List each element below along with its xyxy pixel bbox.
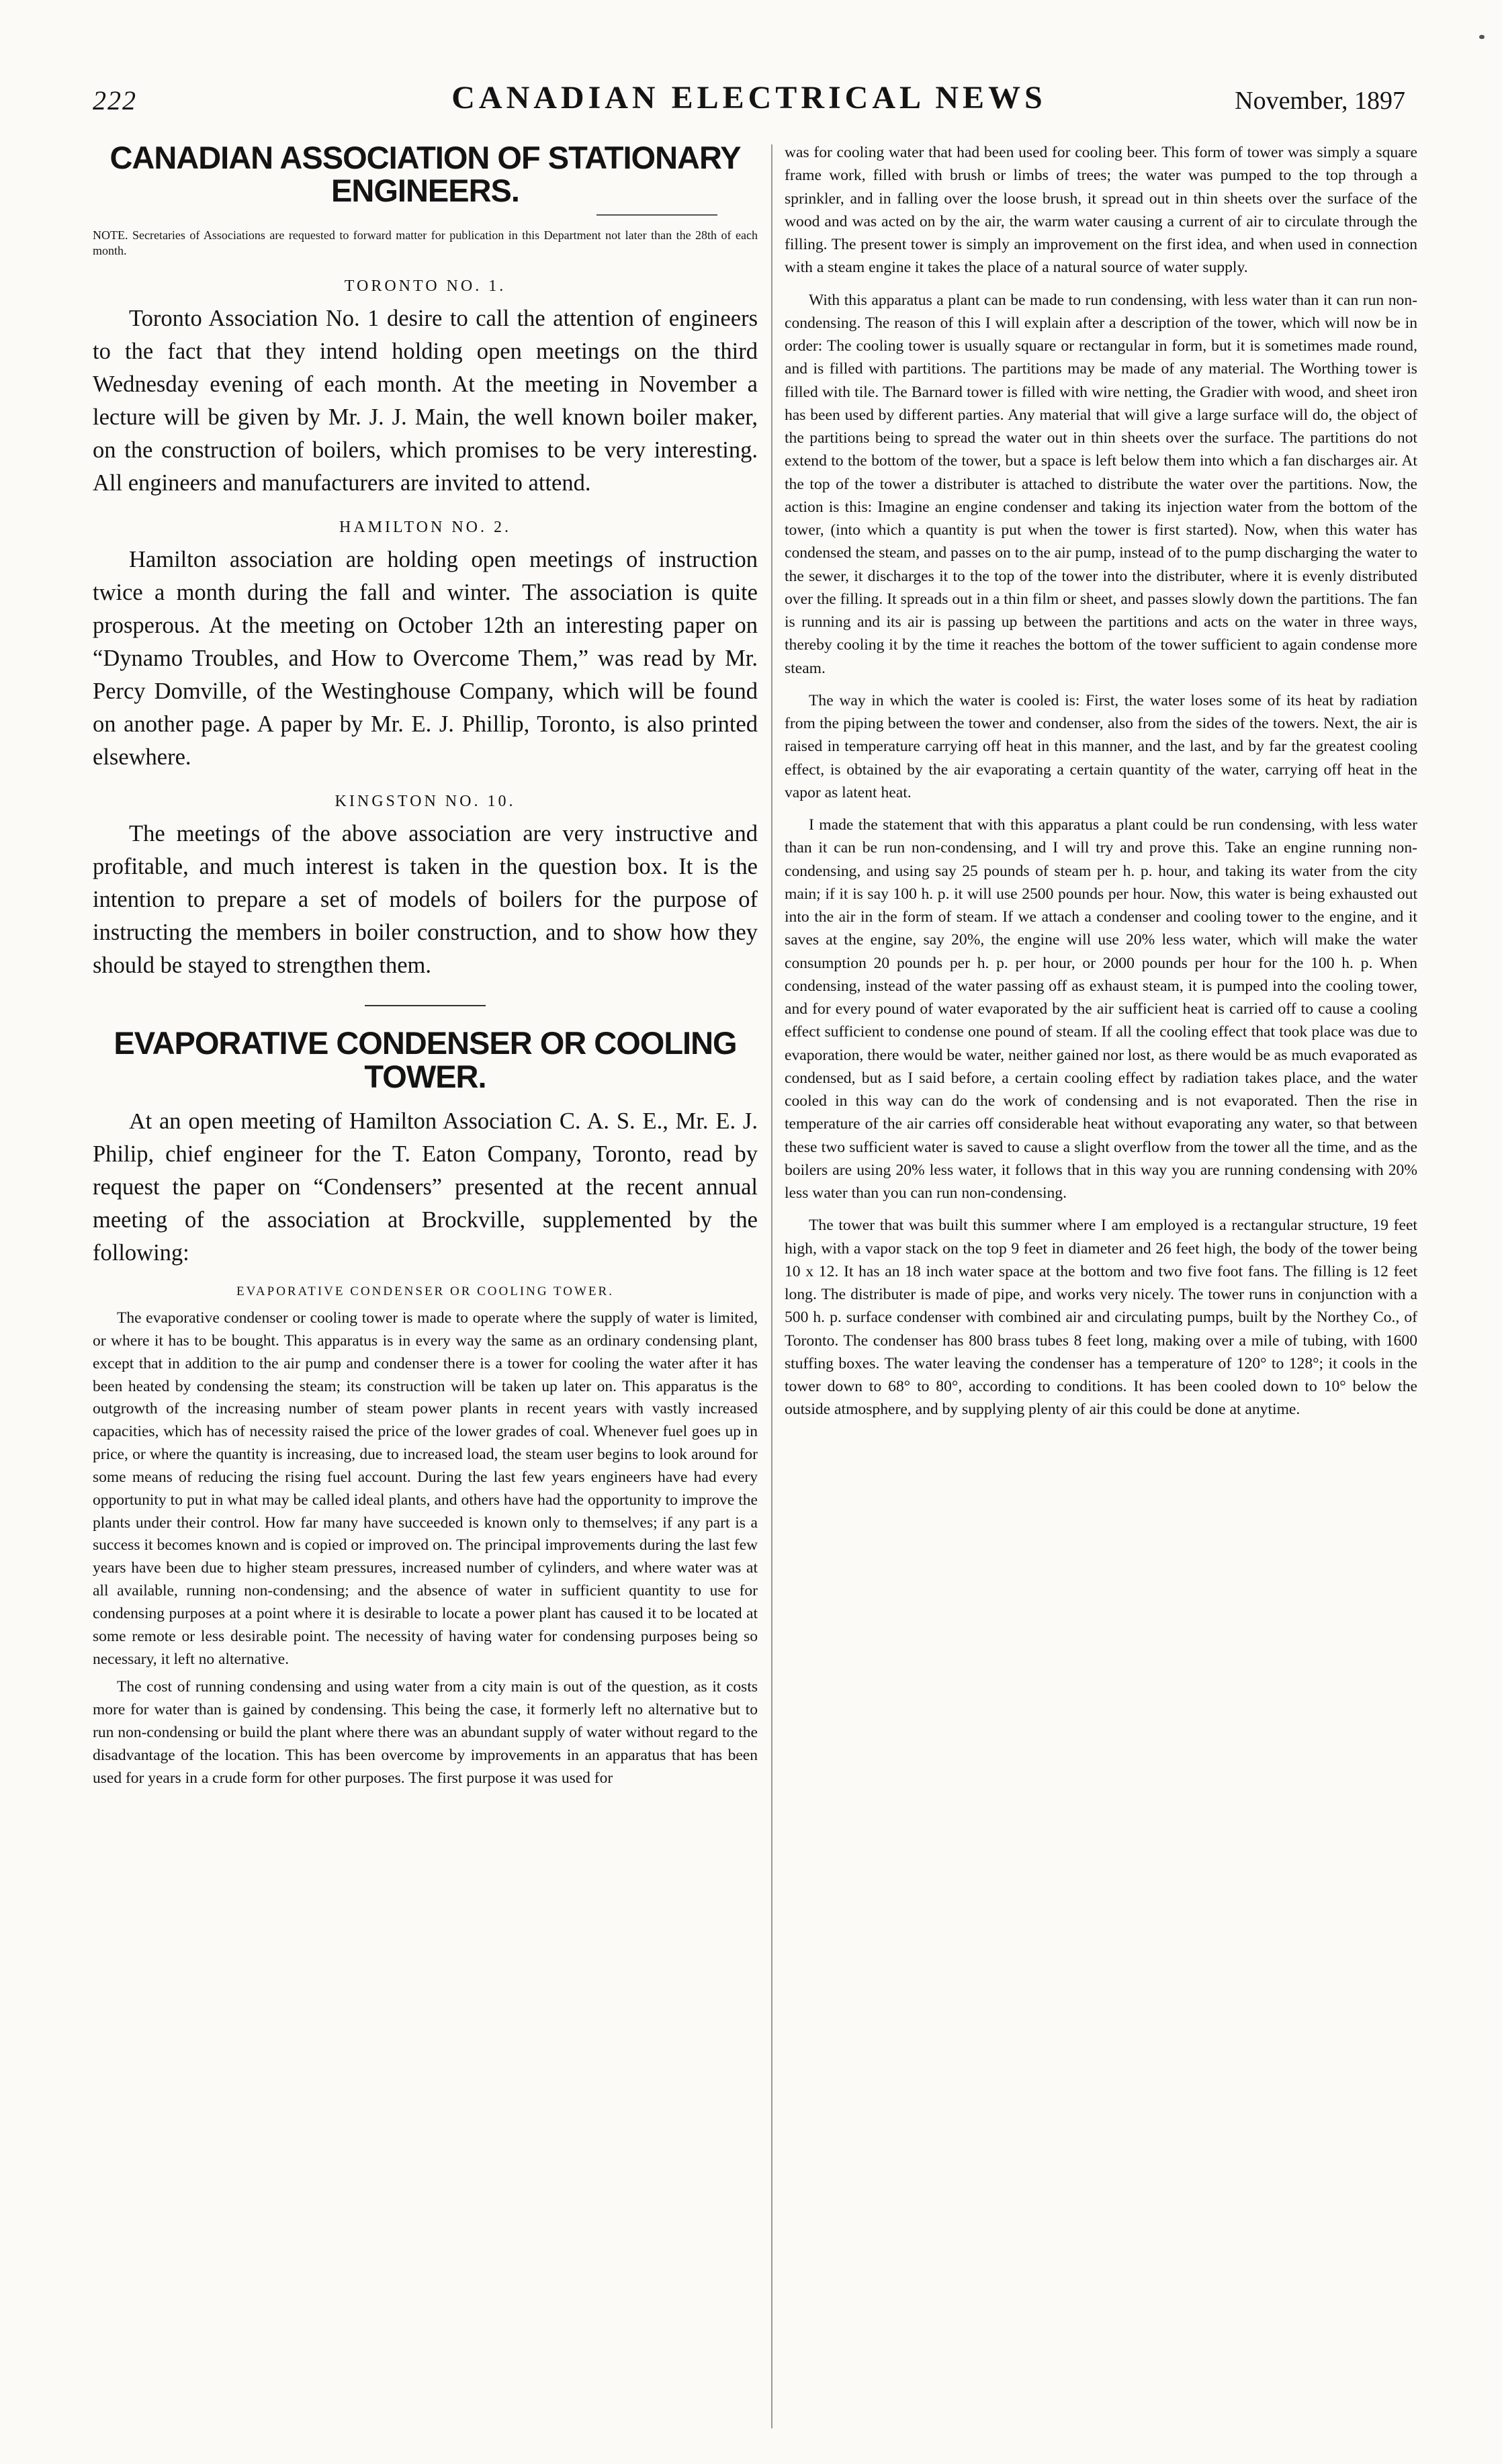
- section-text-hamilton: Hamilton association are holding open meetings of instruction twice a month during the fall and winter. The association is quite prosperous. At the meeting on October 12th an interesting paper on “Dynamo Troubles, and How to Overcome Them,” was read by Mr. Percy Domville, of the Westinghouse Company, which will be found on another page. A paper by Mr. E. J. Phillip, Toronto, is also printed elsewhere.: [93, 547, 758, 771]
- editor-note: NOTE. Secretaries of Associations are requested to forward matter for publication in this Department not later than the 28th of each month.: [93, 228, 758, 258]
- page-number: 222: [93, 85, 137, 116]
- left-column: [93, 141, 758, 1790]
- right-column: [785, 141, 1417, 1421]
- article-intro: At an open meeting of Hamilton Association C. A. S. E., Mr. E. J. Philip, chief engineer for the T. Eaton Company, Toronto, read by request the paper on “Condensers” presented at the recent annual meeting of the association at Brockville, supplemented by the following:: [93, 1108, 758, 1266]
- body-paragraph: I made the statement that with this apparatus a plant could be run condensing, with less water than it can be run non-condensing, and I will try and prove this. Take an engine running non-condensing, and using say 25 pounds of steam per h. p. hour, and taking its water from the city main; if it is say 100 h. p. it will use 2500 pounds per hour. Now, this water is being exhausted out into the air in the form of steam. If we attach a condenser and cooling tower to the engine, and it saves at the engine, say 20%, the engine will use 20% less water, which will make the water consumption 20 pounds per h. p. per hour, or 2000 pounds per hour for the 100 h. p. When condensing, instead of the water passing off as exhaust steam, it is pumped into the cooling tower, and for every pound of water evaporated by the air sufficient heat is carried off to cause a cooling effect sufficient to condense one pound of steam. If all the cooling effect that took place was due to evaporation, there would be water, neither gained nor lost, as there would be as much evaporated as condensed, but as I said before, a certain cooling effect by radiation takes place, and the water cooled in this way can do the work of condensing and is not evaporated. Then the rise in temperature of the air carries off considerable heat without evaporating any water, so that between these two sufficient water is saved to cause a slight overflow from the tower all the time, and as the boilers are using 20% less water, it follows that in this way you are running condensing with 20% less water than you can run non-condensing.: [785, 816, 1417, 1202]
- corner-mark: [1479, 35, 1485, 39]
- article-divider: [365, 1005, 486, 1006]
- masthead: CANADIAN ELECTRICAL NEWS: [451, 80, 1047, 116]
- article-title-condenser: EVAPORATIVE CONDENSER OR COOLING TOWER.: [114, 1025, 737, 1094]
- section-heading-toronto: TORONTO NO. 1.: [344, 277, 506, 296]
- body-paragraph: The evaporative condenser or cooling tower is made to operate where the supply of water is limited, or where it has to be bought. This apparatus is in every way the same as an ordinary condensing plant, except that in addition to the air pump and condenser there is a tower for cooling the water after it has been heated by condensing the steam; its construction will be taken up later on. This apparatus is the outgrowth of the increasing number of steam power plants in recent years with vastly increased capacities, which has of necessity raised the price of the lower grades of coal. Whenever fuel goes up in price, or where the quantity is increasing, due to increased load, the steam user begins to look around for some means of reducing the rising fuel account. During the last few years engineers have had every opportunity to put in what may be called ideal plants, and others have had the opportunity to improve the plants under their control. How far many have succeeded is known only to themselves; if any part is a success it becomes known and is copied or improved on. The principal improvements during the last few years have been due to higher steam pressures, increased number of cylinders, and where water was at all available, running non-condensing; and the absence of water in sufficient quantity to use for condensing purposes at a point where it is desirable to locate a power plant has caused it to be located at some remote or less desirable point. The necessity of having water for condensing purposes being so necessary, it left no alternative.: [93, 1309, 758, 1668]
- section-heading-kingston: KINGSTON NO. 10.: [335, 793, 516, 811]
- body-paragraph-continued: was for cooling water that had been used for cooling beer. This form of tower was simply a square frame work, filled with brush or limbs of trees; the water was pumped to the top through a sprinkler, and in falling over the loose brush, it spread out in thin sheets over the surface of the wood and was acted on by the air, the warm water causing a current of air to circulate through the filling. The present tower is simply an improvement on the first idea, and when used in connection with a steam engine it takes the place of a natural source of water supply.: [785, 144, 1417, 277]
- column-divider: [771, 144, 772, 2428]
- article-title-associations: CANADIAN ASSOCIATION OF STATIONARY ENGINEERS.: [109, 140, 741, 209]
- section-text-kingston: The meetings of the above association are very instructive and profitable, and much interest is taken in the question box. It is the intention to prepare a set of models of boilers for the purpose of instructing the members in boiler construction, and to show how they should be stayed to strengthen them.: [93, 821, 758, 979]
- title-rule: [597, 214, 717, 216]
- section-heading-hamilton: HAMILTON NO. 2.: [339, 519, 511, 537]
- issue-date: November, 1897: [1235, 87, 1405, 115]
- section-text-toronto: Toronto Association No. 1 desire to call the attention of engineers to the fact that they intend holding open meetings on the third Wednesday evening of each month. At the meeting in November a lecture will be given by Mr. J. J. Main, the well known boiler maker, on the construction of boilers, which promises to be very interesting. All engineers and manufacturers are invited to attend.: [93, 306, 758, 496]
- running-header: [93, 79, 1405, 126]
- paper-subheading: EVAPORATIVE CONDENSER OR COOLING TOWER.: [236, 1284, 614, 1299]
- body-paragraph: With this apparatus a plant can be made to run condensing, with less water than it can run non-condensing. The reason of this I will explain after a description of the tower, which will now be in order: The cooling tower is usually square or rectangular in form, but it is sometimes made round, and is filled with partitions. The partitions may be made of any material. The Worthing tower is filled with tile. The Barnard tower is filled with wire netting, the Gradier with wood, and sheet iron has been used by different parties. Any material that will give a large surface will do, the object of the partitions being to spread the water out in thin sheets over the surface. The partitions do not extend to the bottom of the tower, but a space is left below them into which a fan discharges air. At the top of the tower a distributer is attached to distribute the water over the partitions. Now, the action is this: Imagine an engine condenser and taking its injection water from the bottom of the tower, (into which a quantity is put when the tower is first started). Now, when this water has condensed the steam, and passes on to the air pump, instead of to the pump discharging the water to the sewer, it discharges it to the top of the tower into the distributer, where it is evenly distributed over the filling. It spreads out in a thin film or sheet, and passes slowly down the partitions. The fan is running and its air is passing up between the partitions and acts on the water in three ways, thereby cooling it by the time it reaches the bottom of the tower sufficient to again condense more steam.: [785, 291, 1417, 677]
- body-paragraph: The way in which the water is cooled is: First, the water loses some of its heat by radiation from the piping between the tower and condenser, also from the sides of the towers. Next, the air is raised in temperature carrying off heat in this manner, and the last, and by far the greatest cooling effect, is obtained by the air evaporating a certain quantity of the water, carrying off heat in the vapor as latent heat.: [785, 691, 1417, 801]
- body-paragraph: The cost of running condensing and using water from a city main is out of the question, as it costs more for water than is gained by condensing. This being the case, it formerly left no alternative but to run non-condensing or build the plant where there was an abundant supply of water without regard to the disadvantage of the location. This has been overcome by improvements in an apparatus that has been used for years in a crude form for other purposes. The first purpose it was used for: [93, 1678, 758, 1787]
- body-paragraph: The tower that was built this summer where I am employed is a rectangular structure, 19 feet high, with a vapor stack on the top 9 feet in diameter and 26 feet high, the body of the tower being 10 x 12. It has an 18 inch water space at the bottom and two five foot fans. The filling is 12 feet long. The distributer is made of pipe, and works very nicely. The tower runs in conjunction with a 500 h. p. surface condenser with combined air and circulating pumps, built by the Northey Co., of Toronto. The condenser has 800 brass tubes 8 feet long, making over a mile of tubing, with 1600 stuffing boxes. The water leaving the condenser has a temperature of 120° to 128°; it cools in the tower down to 68° to 80°, according to conditions. It has been cooled down to 10° below the outside atmosphere, and by supplying plenty of air this could be done at anytime.: [785, 1217, 1417, 1419]
